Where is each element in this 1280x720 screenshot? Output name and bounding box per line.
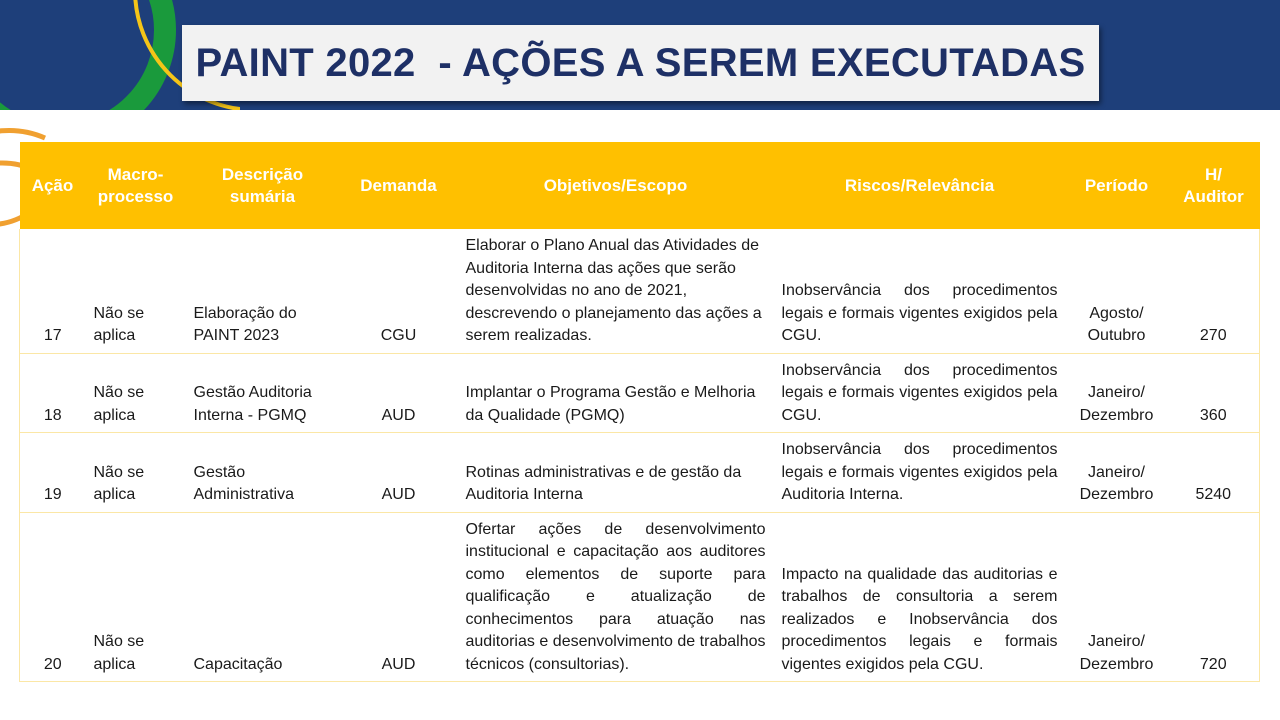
cell-horas: 5240 bbox=[1168, 433, 1260, 513]
cell-descricao: Capacitação bbox=[186, 512, 340, 682]
cell-horas: 720 bbox=[1168, 512, 1260, 682]
cell-horas: 360 bbox=[1168, 353, 1260, 433]
cell-horas: 270 bbox=[1168, 229, 1260, 353]
table-row bbox=[20, 433, 1260, 513]
cell-acao: 17 bbox=[20, 229, 86, 353]
cell-acao: 19 bbox=[20, 433, 86, 513]
cell-objetivos: Ofertar ações de desenvolvimento institucional e capacitação aos auditores como elementos de suporte para qualificação e atualização de conhecimentos para atuação nas auditorias e desenvolvimento de trabalhos técnicos (consultorias). bbox=[458, 512, 774, 682]
col-header-periodo: Período bbox=[1066, 142, 1168, 229]
cell-demanda: AUD bbox=[340, 512, 458, 682]
table-row bbox=[20, 353, 1260, 433]
cell-periodo: Agosto/ Outubro bbox=[1066, 229, 1168, 353]
cell-demanda: AUD bbox=[340, 433, 458, 513]
cell-acao: 18 bbox=[20, 353, 86, 433]
actions-table bbox=[19, 142, 1260, 682]
title-box bbox=[182, 25, 1099, 101]
col-header-horas: H/ Auditor bbox=[1168, 142, 1260, 229]
cell-macro: Não se aplica bbox=[86, 229, 186, 353]
cell-riscos: Inobservância dos procedimentos legais e formais vigentes exigidos pela CGU. bbox=[774, 229, 1066, 353]
cell-macro: Não se aplica bbox=[86, 512, 186, 682]
cell-demanda: AUD bbox=[340, 353, 458, 433]
cell-descricao: Gestão Auditoria Interna - PGMQ bbox=[186, 353, 340, 433]
table-row bbox=[20, 229, 1260, 353]
cell-riscos: Inobservância dos procedimentos legais e formais vigentes exigidos pela Auditoria Interna. bbox=[774, 433, 1066, 513]
cell-descricao: Gestão Administrativa bbox=[186, 433, 340, 513]
cell-objetivos: Rotinas administrativas e de gestão da Auditoria Interna bbox=[458, 433, 774, 513]
col-header-acao: Ação bbox=[20, 142, 86, 229]
table-row bbox=[20, 512, 1260, 682]
cell-objetivos: Implantar o Programa Gestão e Melhoria da Qualidade (PGMQ) bbox=[458, 353, 774, 433]
table-header-row bbox=[20, 142, 1260, 229]
cell-acao: 20 bbox=[20, 512, 86, 682]
cell-periodo: Janeiro/ Dezembro bbox=[1066, 433, 1168, 513]
col-header-objetivos: Objetivos/Escopo bbox=[458, 142, 774, 229]
cell-periodo: Janeiro/ Dezembro bbox=[1066, 353, 1168, 433]
cell-periodo: Janeiro/ Dezembro bbox=[1066, 512, 1168, 682]
col-header-descricao: Descrição sumária bbox=[186, 142, 340, 229]
cell-riscos: Impacto na qualidade das auditorias e trabalhos de consultoria a serem realizados e Inobservância dos procedimentos legais e formais vigentes exigidos pela CGU. bbox=[774, 512, 1066, 682]
page-title: PAINT 2022 - AÇÕES A SEREM EXECUTADAS bbox=[195, 40, 1086, 85]
cell-macro: Não se aplica bbox=[86, 353, 186, 433]
cell-macro: Não se aplica bbox=[86, 433, 186, 513]
cell-descricao: Elaboração do PAINT 2023 bbox=[186, 229, 340, 353]
cell-riscos: Inobservância dos procedimentos legais e formais vigentes exigidos pela CGU. bbox=[774, 353, 1066, 433]
col-header-demanda: Demanda bbox=[340, 142, 458, 229]
col-header-macroprocesso: Macro- processo bbox=[86, 142, 186, 229]
cell-demanda: CGU bbox=[340, 229, 458, 353]
cell-objetivos: Elaborar o Plano Anual das Atividades de Auditoria Interna das ações que serão desenvolvidas no ano de 2021, descrevendo o planejamento das ações a serem realizadas. bbox=[458, 229, 774, 353]
col-header-riscos: Riscos/Relevância bbox=[774, 142, 1066, 229]
